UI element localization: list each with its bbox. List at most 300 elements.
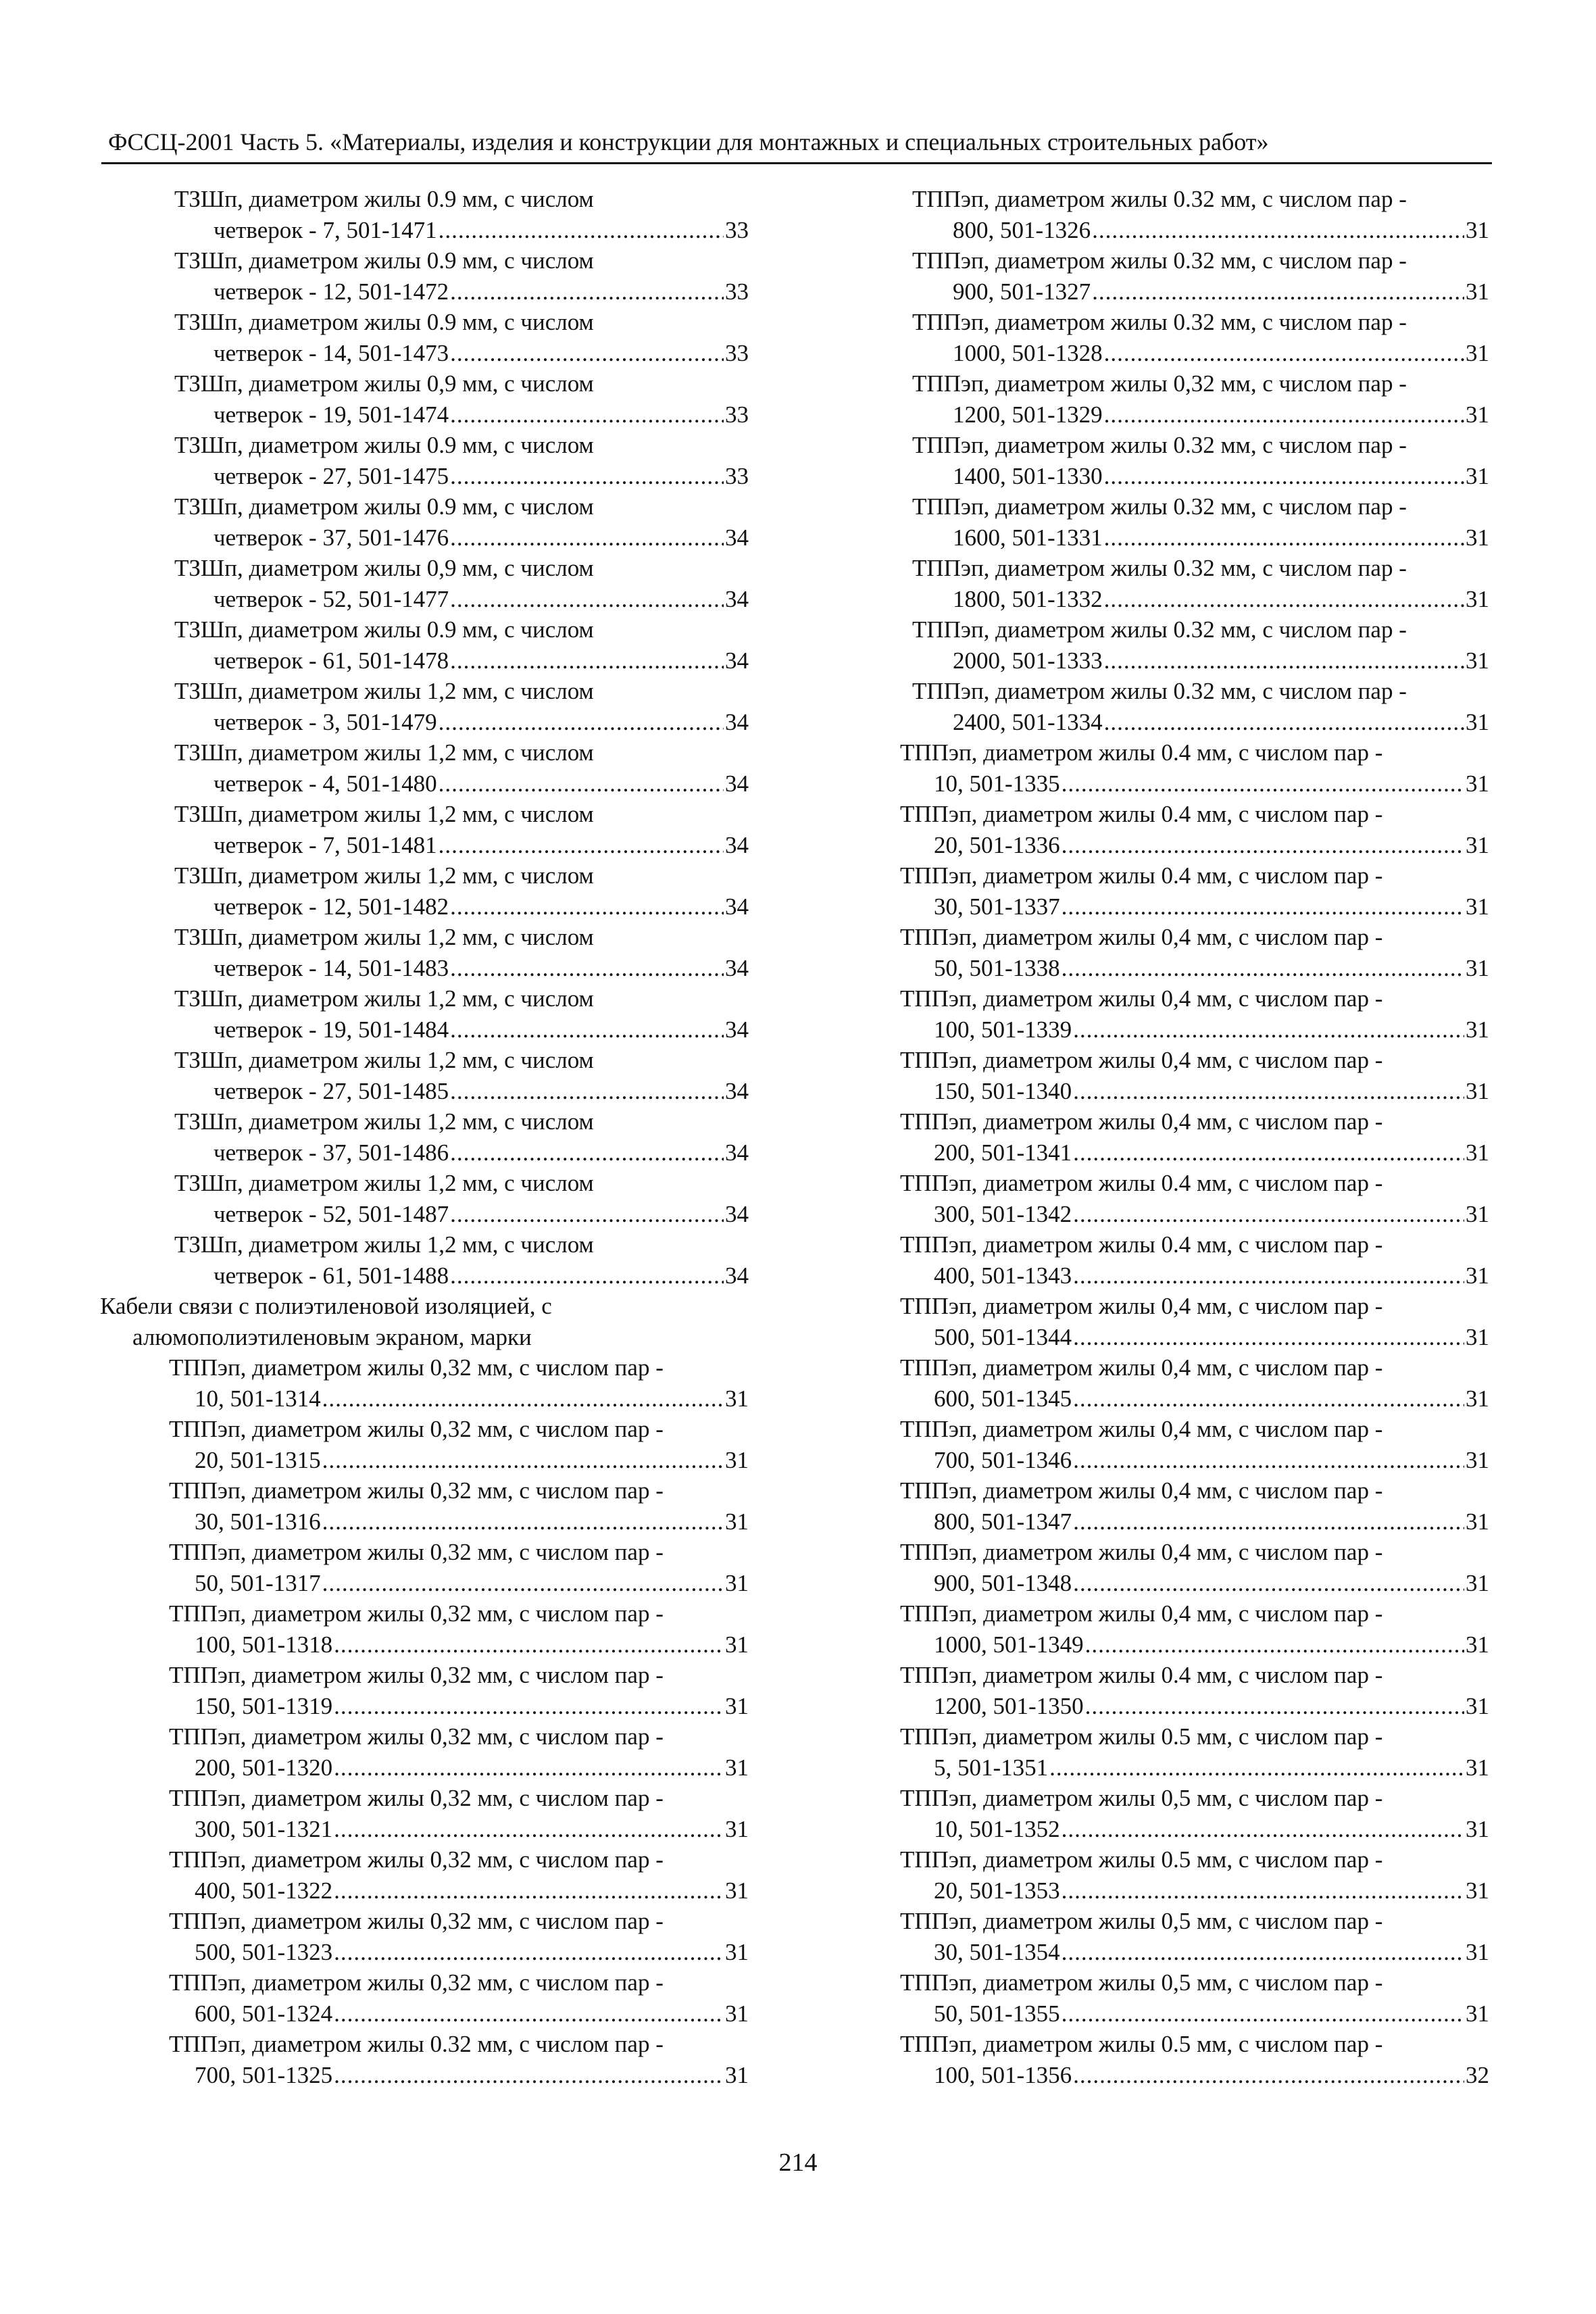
dot-leader xyxy=(1062,1998,1464,2029)
index-entry xyxy=(100,1660,749,1721)
entry-page-number: 31 xyxy=(725,1754,749,1781)
entry-reference-line xyxy=(100,399,749,430)
index-entry xyxy=(885,1906,1489,1967)
entry-description: ТППэп, диаметром жилы 0.32 мм, с числом пар - xyxy=(912,555,1407,581)
entry-page-number: 31 xyxy=(725,2000,749,2027)
entry-page-number: 31 xyxy=(1466,770,1489,797)
index-entry xyxy=(100,676,749,737)
entry-reference-line xyxy=(100,1014,749,1045)
entry-page-number: 31 xyxy=(1466,1631,1489,1658)
entry-reference: четверок - 61, 501-1488 xyxy=(214,1262,449,1289)
entry-page-number: 34 xyxy=(725,524,749,551)
dot-leader xyxy=(1062,891,1464,922)
entry-reference-line xyxy=(100,1752,749,1783)
entry-reference-line xyxy=(100,1629,749,1660)
entry-description: ТППэп, диаметром жилы 0,32 мм, с числом пар - xyxy=(169,1354,664,1381)
entry-reference: четверок - 3, 501-1479 xyxy=(214,708,437,735)
index-entry xyxy=(885,1844,1489,1906)
entry-reference: 100, 501-1339 xyxy=(934,1016,1072,1043)
entry-reference: четверок - 14, 501-1473 xyxy=(214,339,449,366)
index-entry xyxy=(100,860,749,922)
entry-reference-line xyxy=(100,584,749,615)
index-entry xyxy=(100,491,749,553)
entry-reference: 10, 501-1314 xyxy=(195,1385,321,1412)
index-entry xyxy=(885,1783,1489,1844)
entry-page-number: 31 xyxy=(1466,893,1489,920)
page-number: 214 xyxy=(778,2148,818,2177)
entry-description: ТППэп, диаметром жилы 0,32 мм, с числом пар - xyxy=(169,1600,664,1627)
entry-reference-line xyxy=(100,1506,749,1537)
dot-leader xyxy=(1062,768,1464,799)
entry-reference: 20, 501-1336 xyxy=(934,831,1060,858)
index-entry xyxy=(100,1537,749,1598)
index-entry xyxy=(885,307,1489,368)
index-entry xyxy=(100,1352,749,1414)
entry-description: ТППэп, диаметром жилы 0.32 мм, с числом пар - xyxy=(169,2031,664,2057)
entry-reference: 1200, 501-1329 xyxy=(953,401,1103,428)
index-entry xyxy=(100,922,749,983)
dot-leader xyxy=(1062,830,1464,861)
entry-reference-line xyxy=(100,1383,749,1414)
entry-description: ТППэп, диаметром жилы 0,5 мм, с числом пар - xyxy=(900,1969,1383,1996)
entry-reference: 100, 501-1356 xyxy=(934,2061,1072,2088)
entry-reference: 500, 501-1323 xyxy=(195,1938,333,1965)
entry-page-number: 31 xyxy=(1466,1508,1489,1535)
entry-description: ТППэп, диаметром жилы 0,32 мм, с числом пар - xyxy=(169,1908,664,1934)
entry-reference-line xyxy=(100,1937,749,1968)
entry-description: ТЗШп, диаметром жилы 1,2 мм, с числом xyxy=(174,924,594,950)
entry-page-number: 31 xyxy=(725,1938,749,1965)
entry-description: ТППэп, диаметром жилы 0,5 мм, с числом пар - xyxy=(900,1908,1383,1934)
entry-description: ТППэп, диаметром жилы 0,4 мм, с числом пар - xyxy=(900,924,1383,950)
index-entry xyxy=(885,1229,1489,1291)
entry-reference: 300, 501-1342 xyxy=(934,1200,1072,1227)
entry-reference-line xyxy=(885,1445,1489,1476)
entry-reference: четверок - 12, 501-1482 xyxy=(214,893,449,920)
dot-leader xyxy=(1073,2060,1464,2091)
entry-description: ТППэп, диаметром жилы 0,32 мм, с числом пар - xyxy=(169,1723,664,1750)
entry-reference-line xyxy=(885,645,1489,676)
entry-reference-line xyxy=(100,461,749,492)
entry-reference: 5, 501-1351 xyxy=(934,1754,1049,1781)
entry-page-number: 33 xyxy=(725,278,749,305)
index-entry xyxy=(100,983,749,1045)
entry-page-number: 31 xyxy=(1466,1077,1489,1104)
entry-page-number: 33 xyxy=(725,401,749,428)
entry-description: ТЗШп, диаметром жилы 0,9 мм, с числом xyxy=(174,555,594,581)
group-heading-line2: алюмополиэтиленовым экраном, марки xyxy=(132,1323,532,1350)
entry-description: ТППэп, диаметром жилы 0,32 мм, с числом пар - xyxy=(912,370,1407,397)
entry-reference-line xyxy=(100,1076,749,1107)
entry-reference-line xyxy=(885,1014,1489,1045)
entry-page-number: 31 xyxy=(1466,1877,1489,1904)
entry-reference-line xyxy=(100,1998,749,2029)
entry-page-number: 31 xyxy=(1466,2000,1489,2027)
running-header: ФССЦ-2001 Часть 5. «Материалы, изделия и конструкции для монтажных и специальных строительных работ» xyxy=(108,128,1269,155)
entry-reference: 30, 501-1316 xyxy=(195,1508,321,1535)
right-entries-group-a xyxy=(885,184,1489,737)
entry-reference-line xyxy=(885,830,1489,861)
index-entry xyxy=(100,1906,749,1967)
entry-reference: 30, 501-1337 xyxy=(934,893,1060,920)
entry-reference-line xyxy=(100,891,749,922)
entry-reference-line xyxy=(100,522,749,553)
entry-description: ТЗШп, диаметром жилы 1,2 мм, с числом xyxy=(174,1231,594,1258)
index-entry xyxy=(885,737,1489,799)
entry-page-number: 31 xyxy=(1466,1446,1489,1473)
entry-reference: четверок - 52, 501-1487 xyxy=(214,1200,449,1227)
index-entry xyxy=(100,1414,749,1475)
dot-leader xyxy=(1104,461,1464,492)
entry-page-number: 31 xyxy=(725,2061,749,2088)
dot-leader xyxy=(1073,1199,1464,1230)
entry-reference: 800, 501-1347 xyxy=(934,1508,1072,1535)
entry-description: ТППэп, диаметром жилы 0.32 мм, с числом пар - xyxy=(912,186,1407,212)
group-heading xyxy=(100,1291,749,1352)
entry-description: ТППэп, диаметром жилы 0,32 мм, с числом пар - xyxy=(169,1416,664,1442)
entry-reference-line xyxy=(885,215,1489,246)
entry-reference: 400, 501-1343 xyxy=(934,1262,1072,1289)
index-column-right xyxy=(885,184,1489,2090)
entry-description: ТППэп, диаметром жилы 0,5 мм, с числом пар - xyxy=(900,1785,1383,1811)
index-entry xyxy=(885,860,1489,922)
entry-reference-line xyxy=(885,1814,1489,1845)
entry-description: ТЗШп, диаметром жилы 1,2 мм, с числом xyxy=(174,801,594,827)
dot-leader xyxy=(1073,1322,1464,1353)
entry-reference-line xyxy=(885,1691,1489,1722)
dot-leader xyxy=(450,645,724,676)
entry-page-number: 34 xyxy=(725,954,749,981)
entry-reference: 900, 501-1348 xyxy=(934,1569,1072,1596)
entry-page-number: 31 xyxy=(1466,1323,1489,1350)
entry-reference-line xyxy=(100,1568,749,1599)
entry-reference-line xyxy=(100,276,749,307)
entry-description: ТППэп, диаметром жилы 0,4 мм, с числом пар - xyxy=(900,1354,1383,1381)
dot-leader xyxy=(322,1383,724,1414)
entry-reference-line xyxy=(885,399,1489,430)
dot-leader xyxy=(450,953,724,984)
entry-reference: 800, 501-1326 xyxy=(953,216,1091,243)
entry-page-number: 31 xyxy=(1466,1262,1489,1289)
entry-description: ТППэп, диаметром жилы 0,4 мм, с числом пар - xyxy=(900,1108,1383,1135)
index-entry xyxy=(885,184,1489,245)
entry-description: ТЗШп, диаметром жилы 1,2 мм, с числом xyxy=(174,1170,594,1196)
entry-page-number: 34 xyxy=(725,1200,749,1227)
index-entry xyxy=(100,307,749,368)
entry-reference-line xyxy=(100,338,749,369)
dot-leader xyxy=(439,768,724,799)
entry-page-number: 31 xyxy=(1466,708,1489,735)
dot-leader xyxy=(1073,1568,1464,1599)
index-entry xyxy=(885,1414,1489,1475)
entry-reference: четверок - 12, 501-1472 xyxy=(214,278,449,305)
entry-reference: 30, 501-1354 xyxy=(934,1938,1060,1965)
entry-page-number: 31 xyxy=(1466,524,1489,551)
entry-description: ТППэп, диаметром жилы 0.32 мм, с числом пар - xyxy=(912,432,1407,458)
entry-page-number: 31 xyxy=(1466,1815,1489,1842)
dot-leader xyxy=(1073,1506,1464,1537)
index-entry xyxy=(100,368,749,430)
entry-reference-line xyxy=(885,584,1489,615)
entry-reference: четверок - 4, 501-1480 xyxy=(214,770,437,797)
entry-page-number: 34 xyxy=(725,770,749,797)
index-entry xyxy=(885,983,1489,1045)
index-entry xyxy=(885,1352,1489,1414)
left-entries-group-a xyxy=(100,184,749,1291)
entry-description: ТППэп, диаметром жилы 0.5 мм, с числом пар - xyxy=(900,1723,1383,1750)
entry-page-number: 31 xyxy=(1466,831,1489,858)
dot-leader xyxy=(334,1691,724,1722)
entry-page-number: 34 xyxy=(725,893,749,920)
index-entry xyxy=(100,245,749,307)
index-entry xyxy=(100,1721,749,1783)
index-entry xyxy=(100,430,749,491)
entry-description: ТППэп, диаметром жилы 0.4 мм, с числом пар - xyxy=(900,1662,1383,1688)
entry-reference: четверок - 14, 501-1483 xyxy=(214,954,449,981)
dot-leader xyxy=(439,215,724,246)
entry-reference-line xyxy=(885,1752,1489,1783)
entry-description: ТППэп, диаметром жилы 0.4 мм, с числом пар - xyxy=(900,1170,1383,1196)
dot-leader xyxy=(1049,1752,1464,1783)
entry-reference: 20, 501-1353 xyxy=(934,1877,1060,1904)
entry-reference-line xyxy=(100,2060,749,2091)
entry-description: ТППэп, диаметром жилы 0.5 мм, с числом пар - xyxy=(900,2031,1383,2057)
entry-page-number: 31 xyxy=(1466,1016,1489,1043)
entry-reference: 400, 501-1322 xyxy=(195,1877,333,1904)
entry-page-number: 34 xyxy=(725,1077,749,1104)
entry-description: ТППэп, диаметром жилы 0,4 мм, с числом пар - xyxy=(900,1600,1383,1627)
entry-reference: 1400, 501-1330 xyxy=(953,462,1103,489)
entry-description: ТЗШп, диаметром жилы 1,2 мм, с числом xyxy=(174,1047,594,1073)
index-entry xyxy=(100,1475,749,1537)
dot-leader xyxy=(334,1998,724,2029)
entry-page-number: 31 xyxy=(725,1569,749,1596)
entry-page-number: 31 xyxy=(725,1877,749,1904)
dot-leader xyxy=(450,1076,724,1107)
entry-reference-line xyxy=(885,1629,1489,1660)
index-entry xyxy=(885,799,1489,860)
index-entry xyxy=(885,1106,1489,1168)
index-entry xyxy=(885,491,1489,553)
entry-reference-line xyxy=(885,1568,1489,1599)
index-entry xyxy=(885,430,1489,491)
entry-description: ТППэп, диаметром жилы 0,32 мм, с числом пар - xyxy=(169,1662,664,1688)
entry-reference-line xyxy=(885,276,1489,307)
dot-leader xyxy=(1073,1260,1464,1291)
entry-reference: 500, 501-1344 xyxy=(934,1323,1072,1350)
index-entry xyxy=(885,1045,1489,1106)
entry-description: ТЗШп, диаметром жилы 0.9 мм, с числом xyxy=(174,616,594,643)
index-entry xyxy=(100,614,749,676)
index-entry xyxy=(885,245,1489,307)
entry-page-number: 31 xyxy=(1466,339,1489,366)
entry-reference: 100, 501-1318 xyxy=(195,1631,333,1658)
dot-leader xyxy=(334,2060,724,2091)
entry-reference: четверок - 27, 501-1475 xyxy=(214,462,449,489)
group-heading-line1: Кабели связи с полиэтиленовой изоляцией, с xyxy=(100,1293,552,1319)
entry-description: ТППэп, диаметром жилы 0.5 мм, с числом пар - xyxy=(900,1846,1383,1873)
entry-reference-line xyxy=(885,891,1489,922)
dot-leader xyxy=(450,1260,724,1291)
dot-leader xyxy=(1062,1875,1464,1906)
entry-description: ТППэп, диаметром жилы 0,4 мм, с числом пар - xyxy=(900,985,1383,1012)
entry-description: ТППэп, диаметром жилы 0,4 мм, с числом пар - xyxy=(900,1293,1383,1319)
index-entry xyxy=(885,1967,1489,2029)
entry-description: ТППэп, диаметром жилы 0,4 мм, с числом пар - xyxy=(900,1477,1383,1504)
dot-leader xyxy=(450,1014,724,1045)
index-entry xyxy=(885,676,1489,737)
entry-reference: четверок - 37, 501-1486 xyxy=(214,1139,449,1166)
entry-page-number: 31 xyxy=(1466,647,1489,674)
entry-reference: 600, 501-1345 xyxy=(934,1385,1072,1412)
entry-description: ТППэп, диаметром жилы 0.32 мм, с числом пар - xyxy=(912,616,1407,643)
entry-reference: 300, 501-1321 xyxy=(195,1815,333,1842)
entry-description: ТППэп, диаметром жилы 0.32 мм, с числом пар - xyxy=(912,247,1407,274)
entry-reference-line xyxy=(885,1076,1489,1107)
index-entry xyxy=(100,1844,749,1906)
index-entry xyxy=(100,1598,749,1660)
entry-reference: 50, 501-1338 xyxy=(934,954,1060,981)
dot-leader xyxy=(439,830,724,861)
index-entry xyxy=(885,2029,1489,2090)
entry-page-number: 31 xyxy=(1466,216,1489,243)
entry-page-number: 33 xyxy=(725,216,749,243)
entry-reference-line xyxy=(100,1445,749,1476)
index-entry xyxy=(100,1783,749,1844)
dot-leader xyxy=(450,522,724,553)
index-entry xyxy=(100,1168,749,1229)
entry-reference: 2000, 501-1333 xyxy=(953,647,1103,674)
dot-leader xyxy=(450,891,724,922)
entry-page-number: 34 xyxy=(725,1139,749,1166)
entry-reference: четверок - 37, 501-1476 xyxy=(214,524,449,551)
entry-description: ТЗШп, диаметром жилы 1,2 мм, с числом xyxy=(174,862,594,889)
dot-leader xyxy=(334,1629,724,1660)
entry-reference: четверок - 19, 501-1474 xyxy=(214,401,449,428)
entry-page-number: 31 xyxy=(1466,401,1489,428)
dot-leader xyxy=(1062,1937,1464,1968)
entry-reference-line xyxy=(885,522,1489,553)
entry-page-number: 31 xyxy=(1466,1200,1489,1227)
entry-reference-line xyxy=(885,1383,1489,1414)
entry-reference-line xyxy=(885,1260,1489,1291)
entry-page-number: 31 xyxy=(725,1446,749,1473)
entry-page-number: 31 xyxy=(725,1385,749,1412)
entry-description: ТЗШп, диаметром жилы 1,2 мм, с числом xyxy=(174,1108,594,1135)
entry-reference: 200, 501-1341 xyxy=(934,1139,1072,1166)
entry-page-number: 31 xyxy=(1466,462,1489,489)
entry-description: ТППэп, диаметром жилы 0,4 мм, с числом пар - xyxy=(900,1047,1383,1073)
entry-reference-line xyxy=(885,1998,1489,2029)
entry-page-number: 31 xyxy=(1466,1139,1489,1166)
entry-reference-line xyxy=(885,768,1489,799)
header-rule xyxy=(101,162,1492,164)
index-entry xyxy=(885,1660,1489,1721)
dot-leader xyxy=(450,1199,724,1230)
dot-leader xyxy=(1073,1137,1464,1168)
entry-page-number: 31 xyxy=(1466,585,1489,612)
entry-reference: 1200, 501-1350 xyxy=(934,1692,1084,1719)
entry-page-number: 31 xyxy=(1466,1569,1489,1596)
entry-page-number: 34 xyxy=(725,708,749,735)
dot-leader xyxy=(1085,1691,1464,1722)
right-entries-group-b xyxy=(885,737,1489,2090)
entry-description: ТППэп, диаметром жилы 0.4 мм, с числом пар - xyxy=(900,862,1383,889)
index-column-left xyxy=(100,184,749,2090)
entry-reference-line xyxy=(100,953,749,984)
entry-page-number: 31 xyxy=(1466,1938,1489,1965)
entry-page-number: 34 xyxy=(725,647,749,674)
left-entries-group-b xyxy=(100,1352,749,2090)
index-entry xyxy=(100,1106,749,1168)
entry-reference-line xyxy=(100,1691,749,1722)
index-entry xyxy=(100,1967,749,2029)
entry-description: ТЗШп, диаметром жилы 0.9 мм, с числом xyxy=(174,247,594,274)
entry-reference-line xyxy=(100,215,749,246)
entry-reference: 1800, 501-1332 xyxy=(953,585,1103,612)
entry-reference: четверок - 7, 501-1481 xyxy=(214,831,437,858)
entry-page-number: 31 xyxy=(725,1631,749,1658)
entry-reference-line xyxy=(885,2060,1489,2091)
entry-page-number: 34 xyxy=(725,1262,749,1289)
entry-reference: 50, 501-1317 xyxy=(195,1569,321,1596)
entry-reference-line xyxy=(100,768,749,799)
entry-reference-line xyxy=(100,1814,749,1845)
dot-leader xyxy=(334,1752,724,1783)
entry-description: ТЗШп, диаметром жилы 0,9 мм, с числом xyxy=(174,370,594,397)
entry-reference: 600, 501-1324 xyxy=(195,2000,333,2027)
entry-description: ТЗШп, диаметром жилы 0.9 мм, с числом xyxy=(174,493,594,520)
entry-reference-line xyxy=(885,1937,1489,1968)
entry-description: ТППэп, диаметром жилы 0,32 мм, с числом пар - xyxy=(169,1785,664,1811)
entry-reference: четверок - 52, 501-1477 xyxy=(214,585,449,612)
entry-reference-line xyxy=(885,338,1489,369)
entry-reference-line xyxy=(885,1875,1489,1906)
index-entry xyxy=(100,553,749,614)
dot-leader xyxy=(1104,338,1464,369)
index-entry xyxy=(885,1721,1489,1783)
dot-leader xyxy=(1092,215,1464,246)
dot-leader xyxy=(450,584,724,615)
entry-description: ТППэп, диаметром жилы 0.32 мм, с числом пар - xyxy=(912,678,1407,704)
entry-description: ТППэп, диаметром жилы 0,4 мм, с числом пар - xyxy=(900,1416,1383,1442)
entry-reference: 2400, 501-1334 xyxy=(953,708,1103,735)
entry-description: ТППэп, диаметром жилы 0.4 мм, с числом пар - xyxy=(900,801,1383,827)
index-entry xyxy=(885,614,1489,676)
dot-leader xyxy=(334,1814,724,1845)
entry-description: ТЗШп, диаметром жилы 0.9 мм, с числом xyxy=(174,309,594,335)
entry-reference: 1600, 501-1331 xyxy=(953,524,1103,551)
entry-page-number: 31 xyxy=(1466,1754,1489,1781)
entry-page-number: 34 xyxy=(725,831,749,858)
dot-leader xyxy=(1104,399,1464,430)
index-entry xyxy=(100,184,749,245)
entry-reference-line xyxy=(885,461,1489,492)
entry-reference-line xyxy=(885,1199,1489,1230)
entry-reference-line xyxy=(885,953,1489,984)
index-entry xyxy=(100,737,749,799)
dot-leader xyxy=(322,1568,724,1599)
dot-leader xyxy=(322,1445,724,1476)
entry-reference-line xyxy=(100,707,749,738)
index-entry xyxy=(100,799,749,860)
dot-leader xyxy=(1104,707,1464,738)
entry-description: ТППэп, диаметром жилы 0,32 мм, с числом пар - xyxy=(169,1477,664,1504)
entry-description: ТЗШп, диаметром жилы 0.9 мм, с числом xyxy=(174,432,594,458)
dot-leader xyxy=(1062,1814,1464,1845)
dot-leader xyxy=(334,1875,724,1906)
dot-leader xyxy=(1092,276,1464,307)
